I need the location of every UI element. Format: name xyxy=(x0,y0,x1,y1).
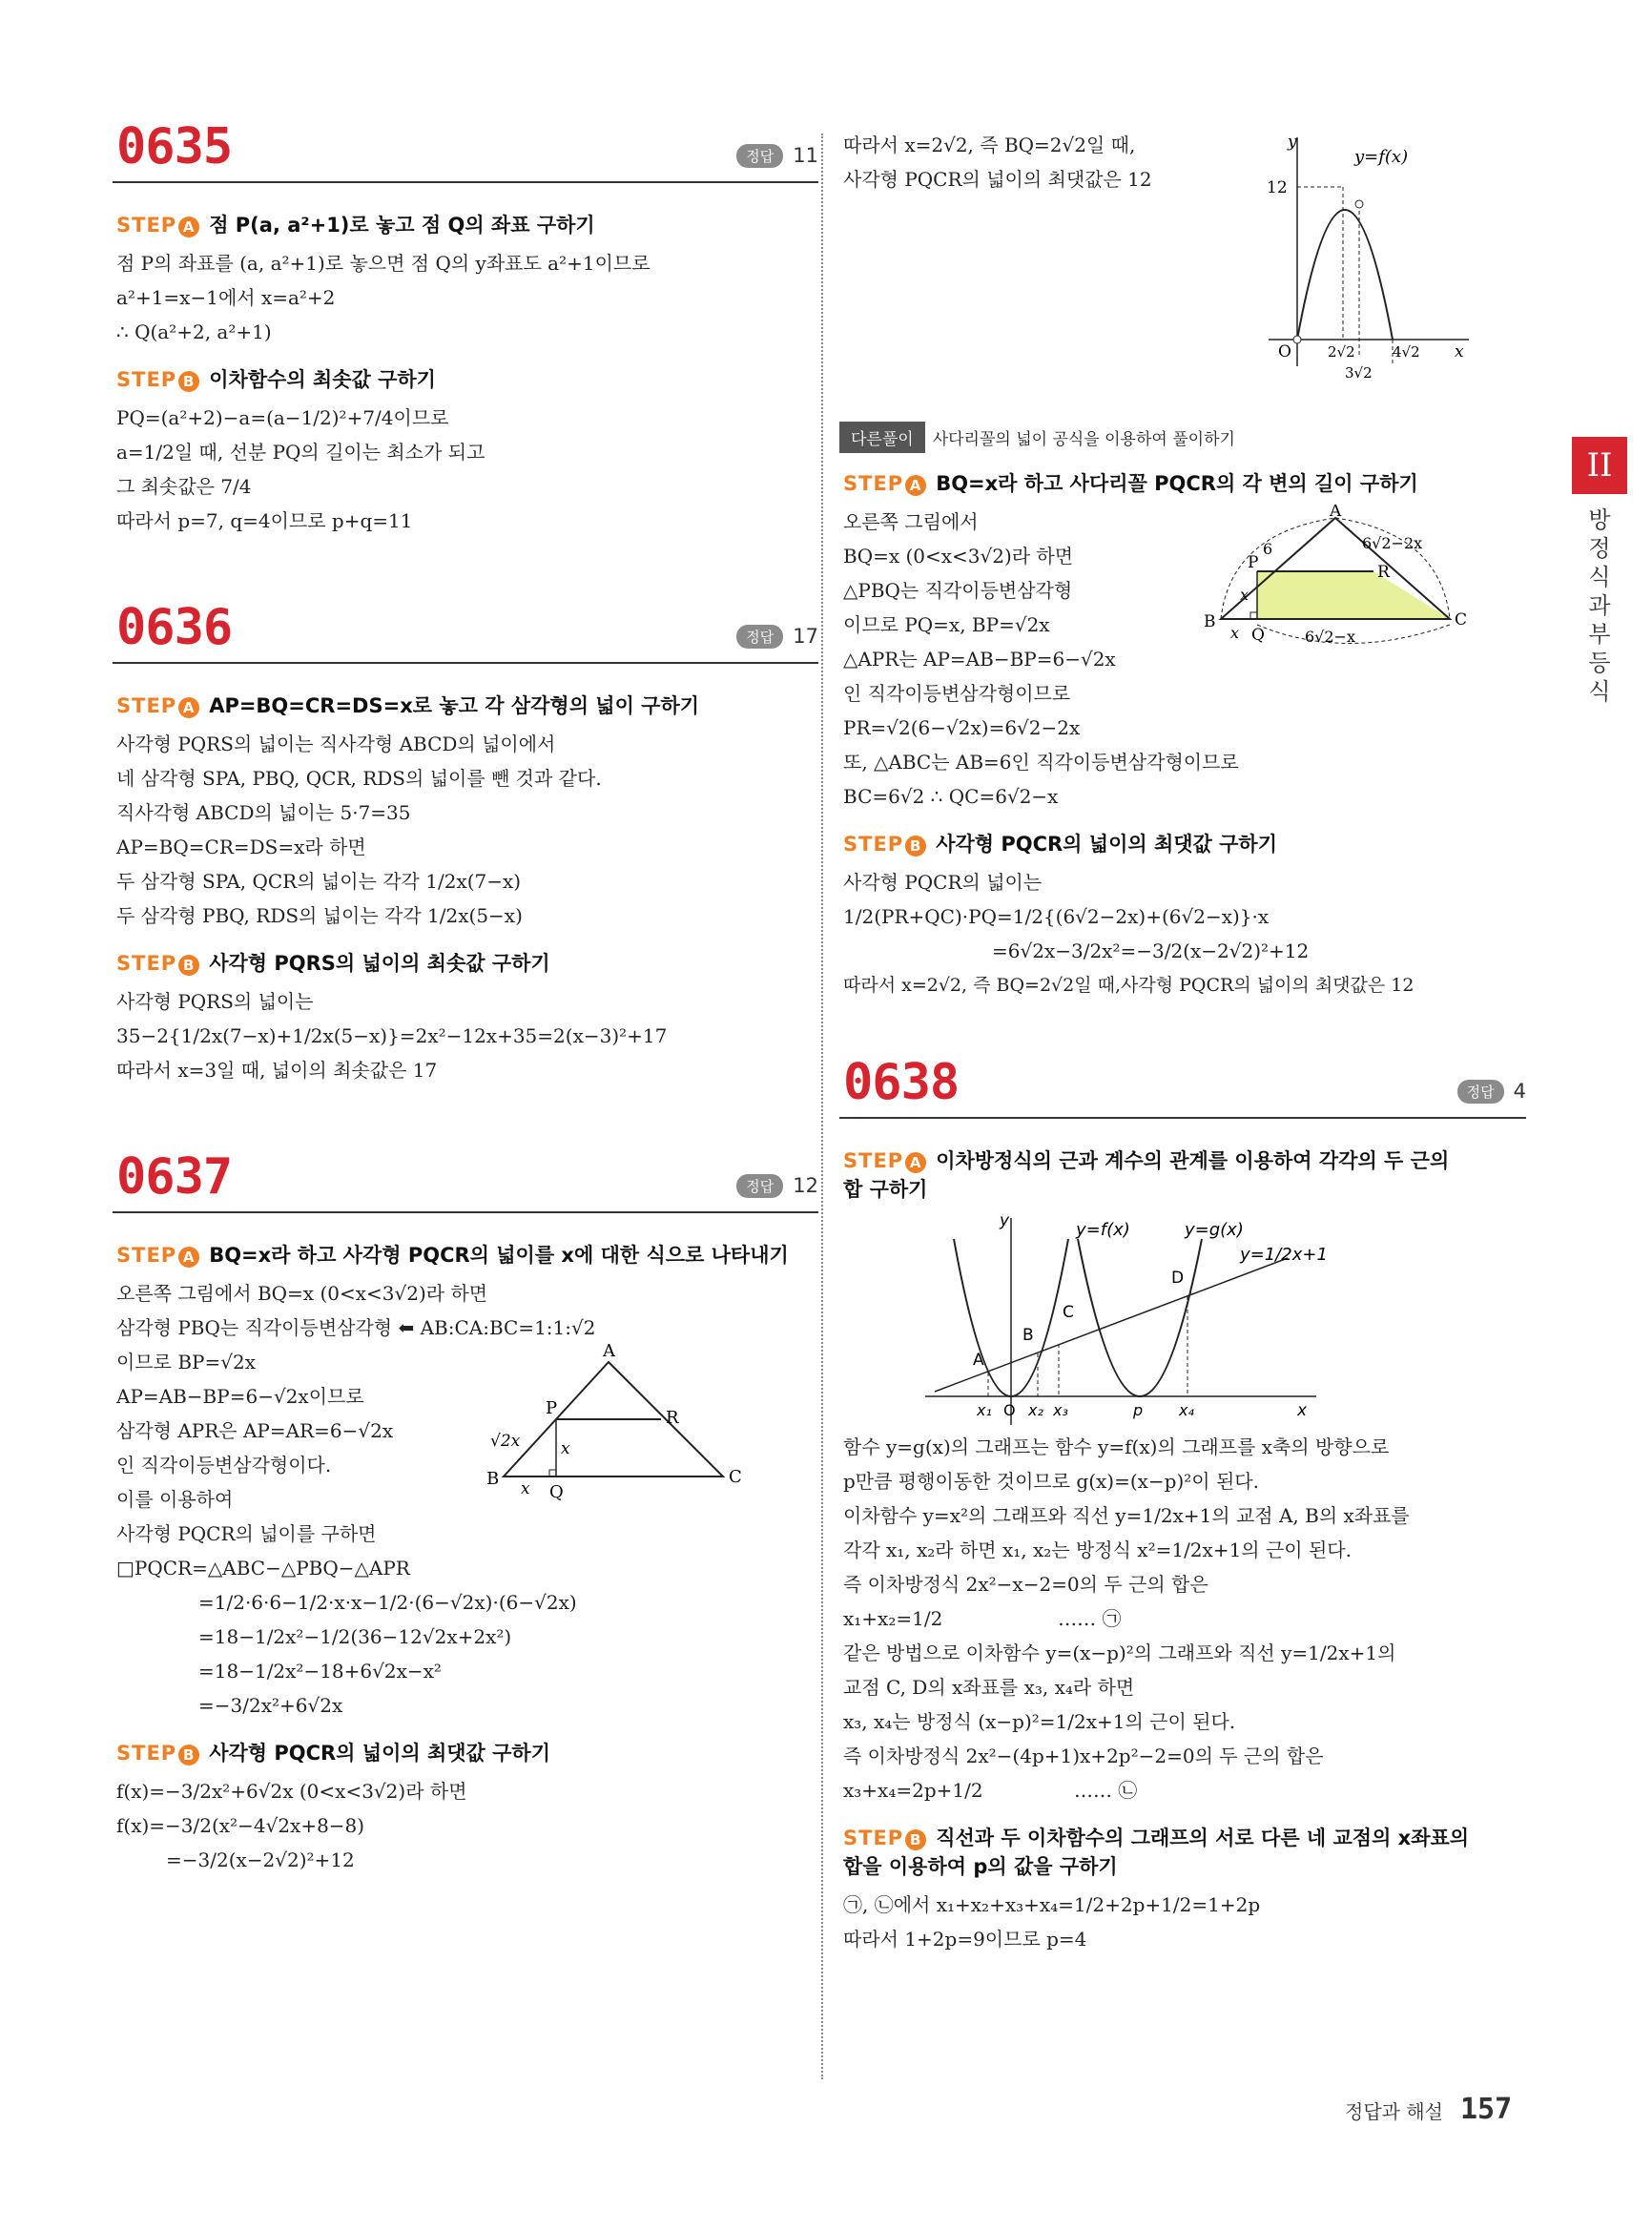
solution-line: □PQCR=△ABC−△PBQ−△APR xyxy=(116,1557,410,1580)
step-b-body xyxy=(113,401,818,538)
solution-line: 함수 y=g(x)의 그래프는 함수 y=f(x)의 그래프를 x축의 방향으로 xyxy=(843,1435,1390,1458)
answer-value: 11 xyxy=(793,143,818,167)
tick-label: O xyxy=(1278,342,1291,361)
step-b-heading: STEP B 사각형 PQCR의 넓이의 최댓값 구하기 xyxy=(116,1742,550,1765)
step-b-body xyxy=(839,865,1526,1002)
step-b-heading: STEP B 이차함수의 최솟값 구하기 xyxy=(116,368,436,391)
solution-line: x₁+x₂=1/2 …… ㉠ xyxy=(843,1607,1122,1630)
page-number: 157 xyxy=(1459,2093,1513,2126)
axis-label: x xyxy=(1455,342,1464,361)
chapter-title: 방정식과 부등식 xyxy=(1588,506,1611,705)
solution-line: AP=AB−BP=6−√2x이므로 xyxy=(116,1385,364,1408)
side-label: 6√2−2x xyxy=(1362,534,1423,552)
solution-line: PR=√2(6−√2x)=6√2−2x xyxy=(843,716,1081,739)
solution-line: 즉 이차방정식 2x²−x−2=0의 두 근의 합은 xyxy=(843,1573,1208,1596)
tick-label: x₄ xyxy=(1179,1401,1194,1419)
answer xyxy=(736,625,818,650)
alternative-solution-label: 다른풀이 사다리꼴의 넓이 공식을 이용하여 풀이하기 xyxy=(839,422,1526,453)
solution-line: 1/2(PR+QC)·PQ=1/2{(6√2−2x)+(6√2−x)}·x xyxy=(843,905,1270,928)
solution-line: BC=6√2 ∴ QC=6√2−x xyxy=(843,785,1059,808)
side-label: 6√2−x xyxy=(1305,628,1355,646)
axis-label: y xyxy=(1288,133,1297,152)
solution-line: ㉠, ㉡에서 x₁+x₂+x₃+x₄=1/2+2p+1/2=1+2p xyxy=(843,1893,1261,1916)
answer-badge: 정답 xyxy=(1457,1080,1504,1104)
solution-line: △APR는 AP=AB−BP=6−√2x xyxy=(843,648,1116,671)
parabola-graph-0637 xyxy=(1259,128,1488,385)
line-label: y=1/2x+1 xyxy=(1240,1245,1328,1265)
solution-line: 그 최솟값은 7/4 xyxy=(116,475,252,498)
vertex-label: Q xyxy=(1251,626,1265,645)
solution-line: 35−2{1/2x(7−x)+1/2x(5−x)}=2x²−12x+35=2(x−3)²+17 xyxy=(116,1024,668,1047)
answer xyxy=(1457,1080,1526,1105)
tick-label: x₃ xyxy=(1053,1401,1068,1419)
solution-line: f(x)=−3/2(x²−4√2x+8−8) xyxy=(116,1814,365,1837)
answer-badge: 정답 xyxy=(736,625,783,649)
solution-line: 교점 C, D의 x좌표를 x₃, x₄라 하면 xyxy=(843,1676,1135,1699)
point-label: B xyxy=(1022,1326,1034,1345)
solution-line: 이차함수 y=x²의 그래프와 직선 y=1/2x+1의 교점 A, B의 x좌표를 xyxy=(843,1504,1410,1527)
solution-line: 이므로 PQ=x, BP=√2x xyxy=(843,613,1050,636)
solution-line: 두 삼각형 PBQ, RDS의 넓이는 각각 1/2x(5−x) xyxy=(116,904,523,927)
solution-line: AP=BQ=CR=DS=x라 하면 xyxy=(116,836,366,858)
solution-line: 두 삼각형 SPA, QCR의 넓이는 각각 1/2x(7−x) xyxy=(116,870,522,893)
solution-line: p만큼 평행이동한 것이므로 g(x)=(x−p)²이 된다. xyxy=(843,1470,1259,1493)
problem-0635-header xyxy=(113,114,818,183)
solution-line: ∴ Q(a²+2, a²+1) xyxy=(116,320,272,343)
solution-line: 또, △ABC는 AB=6인 직각이등변삼각형이므로 xyxy=(843,751,1239,774)
problem-0636-header xyxy=(113,595,818,664)
vertex-label: R xyxy=(666,1408,679,1428)
step-b-body xyxy=(839,1888,1526,1956)
calc-line: =1/2·6·6−1/2·x·x−1/2·(6−√2x)·(6−√2x) xyxy=(198,1591,577,1614)
step-a-body xyxy=(113,1276,818,1723)
vertex-label: A xyxy=(1330,505,1342,521)
vertex-label: Q xyxy=(549,1482,564,1502)
curve-label: y=f(x) xyxy=(1076,1220,1130,1240)
tick-label: 2√2 xyxy=(1328,343,1355,361)
solution-line: x₃+x₄=2p+1/2 …… ㉡ xyxy=(843,1779,1138,1802)
answer-value: 4 xyxy=(1513,1079,1526,1103)
step-a-heading: STEP A BQ=x라 하고 사다리꼴 PQCR의 각 변의 길이 구하기 xyxy=(843,472,1418,495)
answer-value: 17 xyxy=(793,624,818,648)
step-a-body xyxy=(839,1430,1526,1807)
calc-line: =−3/2x²+6√2x xyxy=(198,1694,343,1717)
solution-line: 점 P의 좌표를 (a, a²+1)로 놓으면 점 Q의 y좌표도 a²+1이므로 xyxy=(116,252,650,275)
parabola-line-graph-0638 xyxy=(839,1210,1526,1430)
p0637-continuation xyxy=(839,128,1526,404)
step-b-heading: STEP B 직선과 두 이차함수의 그래프의 서로 다른 네 교점의 x좌표의 합을 이용하여 p의 값을 구하기 xyxy=(843,1827,1470,1878)
triangle-figure-0637 xyxy=(485,1343,771,1505)
vertex-label: P xyxy=(1248,553,1259,572)
curve-label: y=g(x) xyxy=(1185,1220,1244,1240)
solution-line: 따라서 x=2√2, 즉 BQ=2√2일 때,사각형 PQCR의 넓이의 최댓값은 12 xyxy=(843,975,1415,996)
solution-line: 따라서 1+2p=9이므로 p=4 xyxy=(843,1928,1087,1951)
problem-number: 0635 xyxy=(116,118,233,176)
point-label: C xyxy=(1063,1303,1074,1322)
solution-line: 오른쪽 그림에서 xyxy=(843,510,979,533)
side-label: 6 xyxy=(1263,540,1273,558)
vertex-label: P xyxy=(546,1398,558,1418)
solution-line: 삼각형 PBQ는 직각이등변삼각형 ⬅ AB:CA:BC=1:1:√2 xyxy=(116,1316,596,1339)
solution-line: a²+1=x−1에서 x=a²+2 xyxy=(116,286,336,309)
side-label: x xyxy=(561,1439,570,1458)
right-column xyxy=(839,114,1526,1956)
side-label: x xyxy=(521,1479,530,1498)
problem-number: 0638 xyxy=(843,1054,960,1111)
solution-line: 직사각형 ABCD의 넓이는 5·7=35 xyxy=(116,801,411,824)
tick-label: 4√2 xyxy=(1393,343,1420,361)
solution-line: f(x)=−3/2x²+6√2x (0<x<3√2)라 하면 xyxy=(116,1780,467,1803)
left-column xyxy=(113,114,818,1877)
problem-number: 0637 xyxy=(116,1148,233,1206)
solution-line: 인 직각이등변삼각형이다. xyxy=(116,1454,332,1476)
trapezoid-figure xyxy=(1202,505,1488,667)
tick-label: p xyxy=(1133,1401,1144,1419)
tick-label: 12 xyxy=(1267,178,1288,197)
solution-line: 삼각형 APR은 AP=AR=6−√2x xyxy=(116,1419,394,1442)
side-label: x xyxy=(1240,586,1249,604)
calc-line: =−3/2(x−2√2)²+12 xyxy=(166,1848,355,1871)
step-a-body xyxy=(113,246,818,349)
point-label: A xyxy=(973,1351,984,1370)
tick-label: x₂ xyxy=(1028,1401,1043,1419)
step-b-heading: STEP B 사각형 PQCR의 넓이의 최댓값 구하기 xyxy=(843,833,1277,856)
step-b-body xyxy=(113,984,818,1087)
solution-line: 각각 x₁, x₂라 하면 x₁, x₂는 방정식 x²=1/2x+1의 근이 된다. xyxy=(843,1538,1352,1561)
solution-line: 같은 방법으로 이차함수 y=(x−p)²의 그래프와 직선 y=1/2x+1의 xyxy=(843,1642,1396,1664)
tick-label: x₁ xyxy=(977,1401,992,1419)
step-a-heading: STEP A 점 P(a, a²+1)로 놓고 점 Q의 좌표 구하기 xyxy=(116,214,595,237)
tick-label: 3√2 xyxy=(1345,364,1373,382)
solution-line: 사각형 PQRS의 넓이는 xyxy=(116,990,314,1013)
problem-0637-header xyxy=(113,1145,818,1213)
answer-badge: 정답 xyxy=(736,144,783,168)
answer xyxy=(736,1174,818,1199)
solution-line: x₃, x₄는 방정식 (x−p)²=1/2x+1의 근이 된다. xyxy=(843,1710,1236,1733)
footer-label: 정답과 해설 xyxy=(1345,2100,1443,2123)
solution-line: 이를 이용하여 xyxy=(116,1488,234,1511)
step-a-body xyxy=(839,505,1526,814)
axis-label: y xyxy=(1000,1211,1010,1230)
solution-line: 따라서 x=2√2, 즉 BQ=2√2일 때, xyxy=(843,134,1136,156)
step-b-heading: STEP B 사각형 PQRS의 넓이의 최솟값 구하기 xyxy=(116,952,550,975)
problem-0638-header xyxy=(839,1050,1526,1119)
solution-line: BQ=x (0<x<3√2)라 하면 xyxy=(843,545,1074,568)
point-label: D xyxy=(1171,1269,1185,1288)
chapter-tab: II xyxy=(1572,437,1627,494)
vertex-label: B xyxy=(1204,612,1216,631)
problem-number: 0636 xyxy=(116,599,233,656)
step-b-body xyxy=(113,1774,818,1877)
solution-line: 즉 이차방정식 2x²−(4p+1)x+2p²−2=0의 두 근의 합은 xyxy=(843,1745,1324,1767)
solution-line: △PBQ는 직각이등변삼각형 xyxy=(843,579,1073,602)
page-footer xyxy=(1345,2093,1512,2126)
axis-label: x xyxy=(1297,1401,1308,1420)
vertex-label: R xyxy=(1377,563,1390,582)
step-a-heading: STEP A AP=BQ=CR=DS=x로 놓고 각 삼각형의 넓이 구하기 xyxy=(116,694,700,717)
solution-line: 네 삼각형 SPA, PBQ, QCR, RDS의 넓이를 뺀 것과 같다. xyxy=(116,767,602,790)
curve-label: y=f(x) xyxy=(1354,147,1409,167)
column-divider xyxy=(821,134,823,2079)
solution-line: 오른쪽 그림에서 BQ=x (0<x<3√2)라 하면 xyxy=(116,1282,488,1305)
solution-line: 인 직각이등변삼각형이므로 xyxy=(843,682,1071,705)
answer xyxy=(736,144,818,169)
side-label: x xyxy=(1230,624,1240,642)
solution-line: PQ=(a²+2)−a=(a−1/2)²+7/4이므로 xyxy=(116,406,449,429)
vertex-label: B xyxy=(486,1469,500,1489)
calc-line: =18−1/2x²−18+6√2x−x² xyxy=(198,1660,442,1683)
solution-line: 사각형 PQCR의 넓이를 구하면 xyxy=(116,1522,377,1545)
vertex-label: C xyxy=(1455,610,1468,630)
solution-line: 사각형 PQCR의 넓이는 xyxy=(843,871,1043,894)
vertex-label: C xyxy=(729,1467,742,1487)
calc-line: =6√2x−3/2x²=−3/2(x−2√2)²+12 xyxy=(992,939,1310,962)
answer-value: 12 xyxy=(793,1173,818,1197)
step-a-heading: STEP A 이차방정식의 근과 계수의 관계를 이용하여 각각의 두 근의 합 구하기 xyxy=(843,1149,1450,1201)
tick-label: O xyxy=(1003,1401,1016,1419)
solution-line: 이므로 BP=√2x xyxy=(116,1351,256,1373)
step-a-body xyxy=(113,727,818,933)
solution-line: 따라서 x=3일 때, 넓이의 최솟값은 17 xyxy=(116,1059,438,1082)
side-label: √2x xyxy=(490,1432,521,1451)
solution-line: 따라서 p=7, q=4이므로 p+q=11 xyxy=(116,509,413,532)
calc-line: =18−1/2x²−1/2(36−12√2x+2x²) xyxy=(198,1625,512,1648)
answer-badge: 정답 xyxy=(736,1174,783,1198)
vertex-label: A xyxy=(603,1343,615,1361)
solution-line: 사각형 PQRS의 넓이는 직사각형 ABCD의 넓이에서 xyxy=(116,733,556,755)
solution-line: 사각형 PQCR의 넓이의 최댓값은 12 xyxy=(843,168,1152,191)
step-a-heading: STEP A BQ=x라 하고 사각형 PQCR의 넓이를 x에 대한 식으로 나타내기 xyxy=(116,1244,789,1267)
solution-line: a=1/2일 때, 선분 PQ의 길이는 최소가 되고 xyxy=(116,441,485,464)
